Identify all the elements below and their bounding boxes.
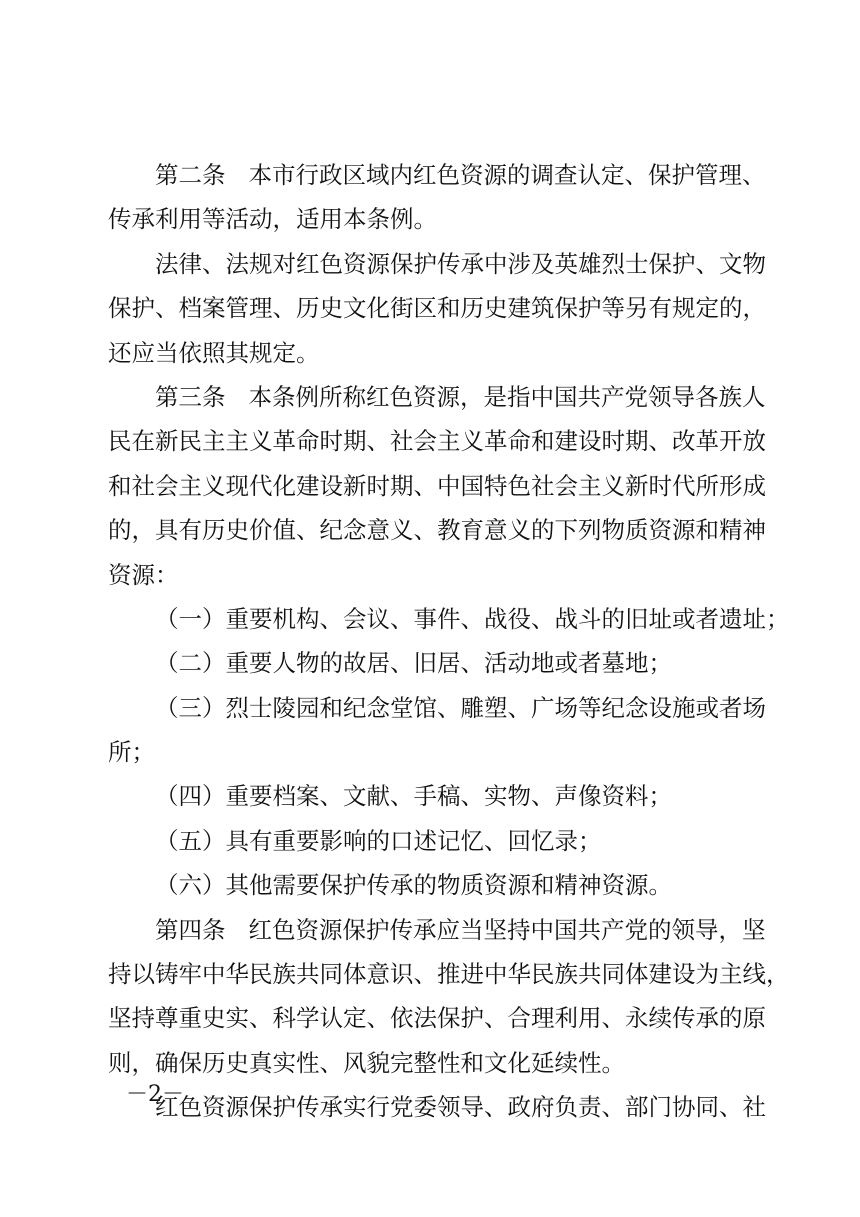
paragraph-line: 红色资源保护传承实行党委领导、政府负责、部门协同、社 — [155, 1093, 766, 1122]
list-item-line: （一）重要机构、会议、事件、战役、战斗的旧址或者遗址； — [155, 604, 790, 633]
continuation-line: 所； — [108, 738, 155, 767]
continuation-line: 还应当依照其规定。 — [108, 338, 320, 367]
continuation-line: 则，确保历史真实性、风貌完整性和文化延续性。 — [108, 1048, 625, 1077]
article-number: 第二条 — [155, 161, 226, 189]
continuation-line: 的，具有历史价值、纪念意义、教育意义的下列物质资源和精神 — [108, 516, 766, 545]
article-text: 本市行政区域内红色资源的调查认定、保护管理、 — [248, 161, 766, 189]
article-text: 本条例所称红色资源，是指中国共产党领导各族人 — [248, 382, 766, 411]
article-number: 第三条 — [155, 382, 226, 411]
list-item-line: （四）重要档案、文献、手稿、实物、声像资料； — [155, 782, 672, 811]
list-item-line: （二）重要人物的故居、旧居、活动地或者墓地； — [155, 649, 672, 678]
list-item-line: （六）其他需要保护传承的物质资源和精神资源。 — [155, 871, 672, 900]
continuation-line: 和社会主义现代化建设新时期、中国特色社会主义新时代所形成 — [108, 471, 766, 500]
continuation-line: 坚持尊重史实、科学认定、依法保护、合理利用、永续传承的原 — [108, 1004, 766, 1033]
continuation-line: 资源： — [108, 560, 179, 589]
continuation-line: 民在新民主主义革命时期、社会主义革命和建设时期、改革开放 — [108, 427, 766, 456]
article-line — [108, 375, 766, 419]
list-item-line: （三）烈士陵园和纪念堂馆、雕塑、广场等纪念设施或者场 — [155, 693, 766, 722]
article-line — [108, 153, 766, 197]
list-item-line: （五）具有重要影响的口述记忆、回忆录； — [155, 826, 602, 855]
continuation-line: 保护、档案管理、历史文化街区和历史建筑保护等另有规定的， — [108, 294, 766, 323]
continuation-line: 持以铸牢中华民族共同体意识、推进中华民族共同体建设为主线， — [108, 960, 790, 989]
article-line — [108, 908, 766, 952]
document-body — [108, 153, 790, 1130]
continuation-line: 传承利用等活动，适用本条例。 — [108, 205, 437, 234]
paragraph-line: 法律、法规对红色资源保护传承中涉及英雄烈士保护、文物 — [155, 249, 766, 278]
article-text: 红色资源保护传承应当坚持中国共产党的领导，坚 — [248, 915, 766, 944]
page-number: －2－ — [126, 1082, 184, 1107]
article-number: 第四条 — [155, 915, 226, 944]
